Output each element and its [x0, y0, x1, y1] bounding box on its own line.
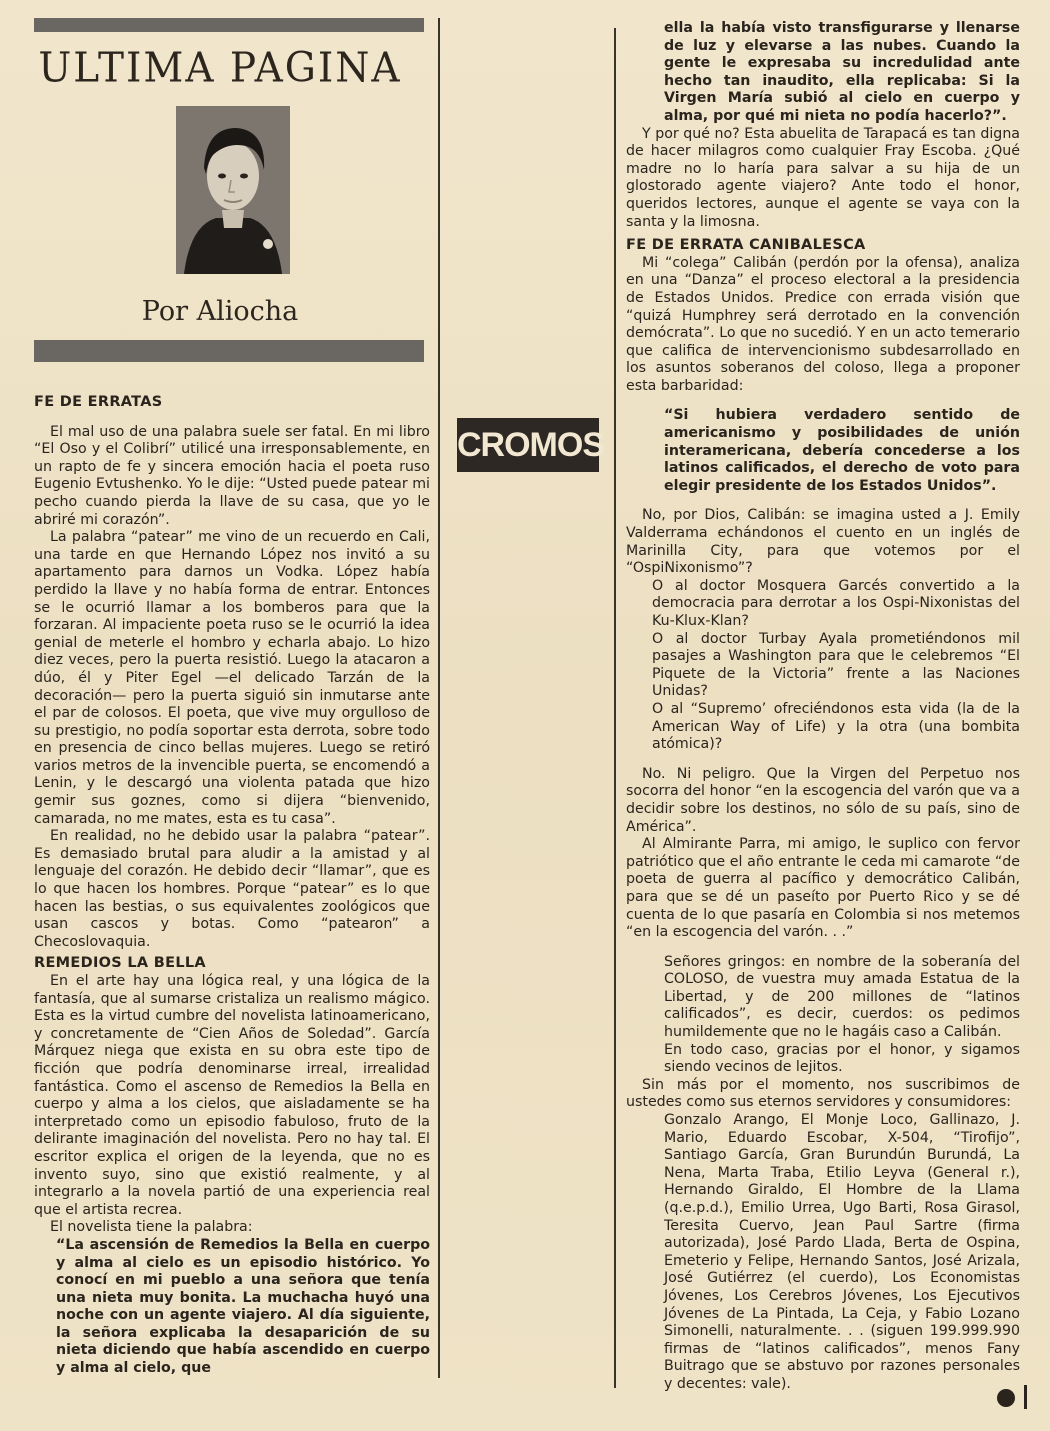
paragraph: O al “Supremo’ ofreciéndonos esta vida (la de la American Way of Life) y la otra (una bombita atómica)? [652, 700, 1020, 753]
paragraph: No, por Dios, Calibán: se imagina usted a J. Emily Valderrama echándonos el cuento en un inglés de Marinilla City, para que votemos por el “OspiNixonismo”? [626, 507, 1020, 577]
left-column-text [34, 394, 430, 1378]
section-heading: FE DE ERRATAS [34, 394, 163, 410]
header-bottom-bar [34, 340, 424, 362]
block-quote: ella la había visto transfigurarse y llenarse de luz y elevarse a las nubes. Cuando la gente le expresaba su incredulidad ante hecho tan inaudito, ella replicaba: Si la Virgen María subió al cielo en cuerpo y alma, por qué mi nieta no podía hacerlo?”. [664, 20, 1020, 124]
end-mark-rule [1024, 1385, 1027, 1409]
paragraph: En realidad, no he debido usar la palabra “patear”. Es demasiado brutal para aludir a la amistad y al lenguaje del corazón. He debido decir “llamar”, que es lo que hacen los hombres. Porque “patear” es lo que hacen las bestias, o sus equivalentes zoológicos que usan cascos y botas. Como “patearon” a Checoslovaquia. [34, 828, 430, 950]
author-portrait-icon [176, 106, 290, 274]
byline: Por Aliocha [141, 296, 299, 327]
author-photo [176, 106, 290, 274]
paragraph: En todo caso, gracias por el honor, y sigamos siendo vecinos de lejitos. [664, 1041, 1020, 1076]
paragraph: Sin más por el momento, nos suscribimos de ustedes como sus eternos servidores y consumidores: [626, 1076, 1020, 1111]
paragraph: Mi “colega” Calibán (perdón por la ofensa), analiza en una “Danza” el proceso electoral a la presidencia de Estados Unidos. Predice con errada visión que “quizá Humphrey será derrotado en la convención demócrata”. Lo que no sucedió. Y en un acto temerario que califica de intervencionismo subdesarrollado en los asuntos soberanos del coloso, llega a proponer esta barbaridad: [626, 254, 1020, 394]
paragraph: Señores gringos: en nombre de la soberanía del COLOSO, de vuestra muy amada Estatua de la Libertad, y de 200 millones de “latinos calificados”, es decir, cuerdos: os pedimos humildemente que no le hagáis caso a Calibán. [664, 953, 1020, 1041]
paragraph: O al doctor Mosquera Garcés convertido a la democracia para derrotar a los Ospi-Nixonistas del Ku-Klux-Klan? [652, 577, 1020, 629]
paragraph: Y por qué no? Esta abuelita de Tarapacá es tan digna de hacer milagros como cualquier Fray Escoba. ¿Qué madre no lo haría para salvar a su hija de un glostorado agente viajero? Ante todo el honor, queridos lectores, aunque el agente se vaya con la santa y la limosna. [626, 125, 1020, 230]
paragraph: No. Ni peligro. Que la Virgen del Perpetuo nos socorra del honor “en la escogencia del varón que va a decidir sobre los destinos, no sólo de su país, sino de América”. [626, 765, 1020, 835]
paragraph: En el arte hay una lógica real, y una lógica de la fantasía, que al sumarse cristaliza un realismo mágico. Esta es la virtud cumbre del novelista latinoamericano, y concretamente de “Cien Años de Soledad”. García Márquez niega que exista en su obra este tipo de ficción que podría denominarse irreal, irrealidad fantástica. Como el ascenso de Remedios la Bella en cuerpo y alma a los cielos, que aisladamente se ha interpretado como un episodio fabuloso, fruto de la delirante imaginación del novelista. Pero no hay tal. El escritor explica el origen de la leyenda, que no es invento suyo, sino que existió realmente, y al integrarlo a la novela partió de una experiencia real que el artista recrea. [34, 973, 430, 1218]
paragraph: O al doctor Turbay Ayala prometiéndonos mil pasajes a Washington para que le celebremos “El Piquete de la Victoria” frente a las Naciones Unidas? [652, 630, 1020, 700]
right-column-text [626, 20, 1020, 1394]
paragraph: La palabra “patear” me vino de un recuerdo en Cali, una tarde en que Hernando López nos invitó a su apartamento para darnos un Vodka. López había perdido la llave y no había forma de entrar. Entonces se le ocurrió llamar a los bomberos para que la forzaran. Al impaciente poeta ruso se le ocurrió la idea genial de meterle el hombro y echarla abajo. Lo hizo diez veces, pero la puerta resistió. Luego la atacaron a dúo, él y Piter Egel —el delicado Tarzán de la decoración— pero la puerta siguió sin inmutarse ante el par de colosos. El poeta, que vive muy orgulloso de su prestigio, no podía soportar esta derrota, sobre todo en presencia de cinco bellas mujeres. Luego se retiró varios metros de la invencible puerta, se encomendó a Lenin, y le descargó una violenta patada que hizo gemir sus goznes, como si dijera “bienvenido, camarada, no me mates, esta es tu casa”. [34, 529, 430, 827]
paragraph: Al Almirante Parra, mi amigo, le suplico con fervor patriótico que el año entrante le ceda mi camarote “de poeta de guerra al pacífico y democrático Calibán, para que se dé un paseíto por Puerto Rico y se dé cuenta de lo que pasaría en Colombia si nos metemos “en la escogencia del varón. . .” [626, 836, 1020, 941]
cromos-logo: CROMOS [457, 418, 599, 472]
column-rule-right [614, 28, 616, 1388]
paragraph: El mal uso de una palabra suele ser fatal. En mi libro “El Oso y el Colibrí” utilicé una irresponsablemente, en un rapto de fe y sincera emoción hacia el poeta ruso Eugenio Evtushenko. Yo le dije: “Usted puede patear mi pecho cuando pierda la llave de su casa, que yo le abriré mi corazón”. [34, 423, 430, 528]
section-heading: REMEDIOS LA BELLA [34, 955, 206, 972]
column-rule-left [438, 18, 440, 1378]
header-top-bar [34, 18, 424, 32]
section-heading: FE DE ERRATA CANIBALESCA [626, 237, 866, 254]
block-quote: “Si hubiera verdadero sentido de americanismo y posibilidades de unión interamericana, debería concederse a los latinos calificados, el derecho de voto para elegir presidente de los Estados Unidos”. [664, 407, 1020, 494]
paragraph: El novelista tiene la palabra: [50, 1219, 253, 1236]
end-mark-bullet-icon [997, 1389, 1015, 1407]
signatories: Gonzalo Arango, El Monje Loco, Gallinazo, J. Mario, Eduardo Escobar, X-504, “Tirofijo”, Santiago García, Gran Burundún Burundá, La Nena, Marta Traba, Etilio Leyva (General r.), Hernando Giraldo, El Hombre de la Llama (q.e.p.d.), Emilio Urrea, Ugo Barti, Rosa Girasol, Teresita Cuervo, Jean Paul Sartre (firma autorizada), José Pardo Llada, Berta de Ospina, Emeterio y Felipe, Hernando Santos, José Arizala, José Gutiérrez (el cuerdo), Los Economistas Jóvenes, Los Cerebros Jóvenes, Los Ejecutivos Jóvenes de La Pintada, La Ceja, y Fabio Lozano Simonelli, naturalmente. . . (siguen 199.999.990 firmas de “latinos calificados”, menos Fany Buitrago que se abstuvo por razones personales y decentes: vale). [664, 1112, 1020, 1392]
block-quote: “La ascensión de Remedios la Bella en cuerpo y alma al cielo es un episodio histórico. Yo conocí en mi pueblo a una señora que tenía una nieta muy bonita. La muchacha huyó una noche con un agente viajero. Al día siguiente, la señora explicaba la desaparición de su nieta diciendo que había ascendido en cuerpo y alma al cielo, que [56, 1236, 430, 1377]
page-title: ULTIMA PAGINA [38, 44, 402, 93]
